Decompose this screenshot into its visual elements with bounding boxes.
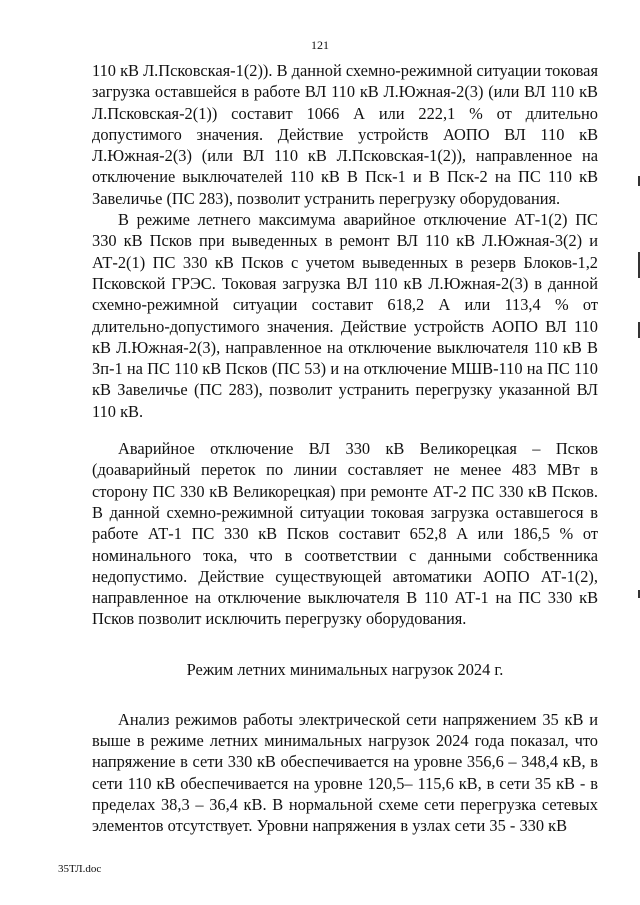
section-heading: Режим летних минимальных нагрузок 2024 г. [186, 659, 504, 679]
paragraph-summer-min: Анализ режимов работы электрической сети напряжением 35 кВ и выше в режиме летних минимальных нагрузок 2024 года показал, что напряжение в сети 330 кВ обеспечивается на уровне 356,6 – 348,4 кВ, в сети 110 кВ обеспечивается на уровне 120,5– 115,6 кВ, в сети 35 кВ - в пределах 38,3 – 36,4 кВ. В нормальной схеме сети перегрузка сетевых элементов отсутствует. Уровни напряжения в узлах сети 35 - 330 кВ [92, 709, 598, 836]
page-number: 121 [311, 38, 329, 52]
document-body [92, 60, 598, 837]
paragraph-continuation: 110 кВ Л.Псковская-1(2)). В данной схемно-режимной ситуации токовая загрузка оставшейся в работе ВЛ 110 кВ Л.Южная-2(3) (или ВЛ 110 кВ Л.Псковская-2(1)) составит 1066 А или 222,1 % от длительно допустимого значения. Действие устройств АОПО ВЛ 110 кВ Л.Южная-2(3) (или ВЛ 110 кВ Л.Псковская-1(2)), направленное на отключение выключателей 110 кВ В Пск-1 и В Пск-2 на ПС 110 кВ Завеличье (ПС 283), позволит устранить перегрузку оборудования. [92, 61, 598, 208]
paragraph-velikoretskaya: Аварийное отключение ВЛ 330 кВ Великорецкая – Псков (доаварийный переток по линии составляет не менее 483 МВт в сторону ПС 330 кВ Великорецкая) при ремонте АТ-2 ПС 330 кВ Псков. В данной схемно-режимной ситуации токовая загрузка оставшегося в работе АТ-1 ПС 330 кВ Псков составит 652,8 А или 186,5 % от номинального тока, что в соответствии с данными собственника недопустимо. Действие существующей автоматики АОПО АТ-1(2), направленное на отключение выключателя В 110 АТ-1 на ПС 330 кВ Псков позволит исключить перегрузку оборудования. [92, 439, 598, 629]
footer-filename: 35ТЛ.doc [58, 863, 102, 875]
paragraph-gap [92, 422, 598, 438]
paragraph-summer-max: В режиме летнего максимума аварийное отключение АТ-1(2) ПС 330 кВ Псков при выведенных в ремонт ВЛ 110 кВ Л.Южная-3(2) и АТ-2(1) ПС 330 кВ Псков с учетом выведенных в резерв Блоков-1,2 Псковской ГРЭС. Токовая загрузка ВЛ 110 кВ Л.Южная-2(3) в данной схемно-режимной ситуации составит 618,2 А или 113,4 % от длительно-допустимого значения. Действие устройств АОПО ВЛ 110 кВ Л.Южная-2(3), направленное на отключение выключателя 110 кВ В Зп-1 на ПС 110 кВ Псков (ПС 53) и на отключение МШВ-110 на ПС 110 кВ Завеличье (ПС 283), позволит устранить перегрузку указанной ВЛ 110 кВ. [92, 210, 598, 421]
